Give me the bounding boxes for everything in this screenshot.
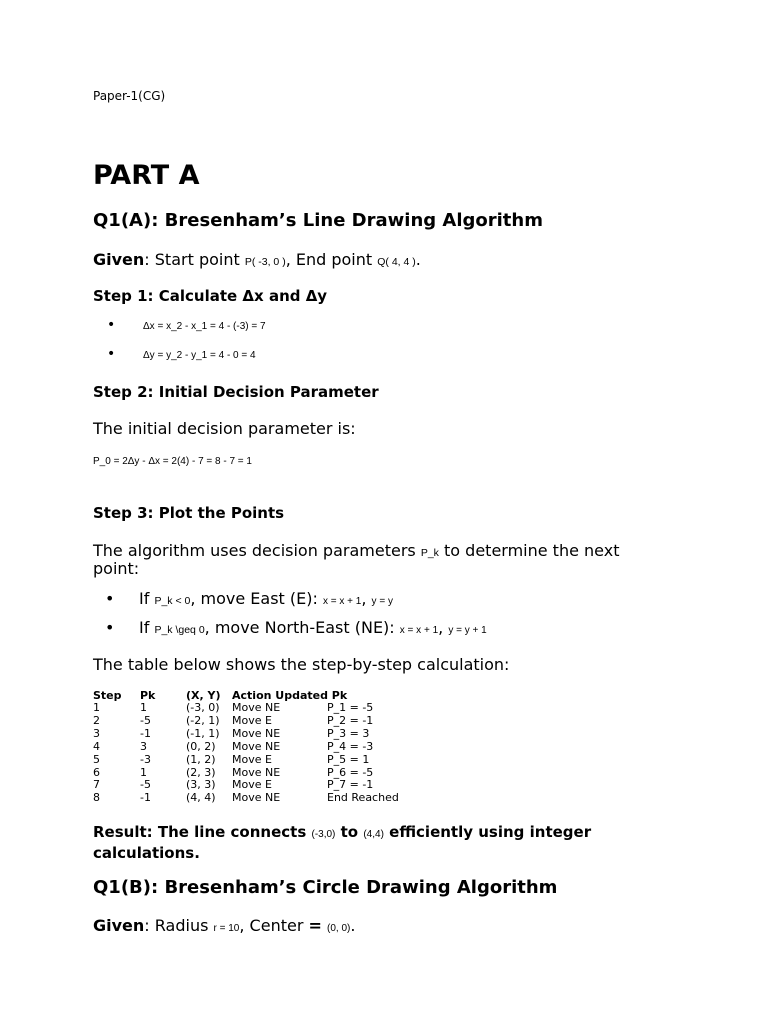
table-cell: End Reached [327, 791, 399, 805]
rule-east [139, 589, 393, 608]
col-header: Pk [140, 689, 156, 702]
table-cell: Move E [232, 778, 272, 792]
given-text: : Radius [144, 916, 209, 935]
table-row [93, 792, 399, 805]
table-cell: 1 [140, 765, 147, 779]
table-row [93, 702, 399, 715]
table-cell: (-2, 1) [186, 713, 220, 727]
table-cell: Move NE [232, 726, 281, 740]
table-cell: 2 [93, 713, 100, 727]
table-cell: (0, 2) [186, 739, 216, 753]
step3-title: Step 3: Plot the Points [93, 504, 285, 522]
q1a-title: Q1(A): Bresenham’s Line Drawing Algorithm [93, 210, 543, 231]
table-cell: 3 [93, 726, 100, 740]
rule-formula: x = x + 1 [323, 596, 362, 607]
q1b-given [93, 916, 355, 935]
table-cell: P_5 = 1 [327, 752, 370, 766]
rule-formula: y = y [371, 596, 393, 607]
table-cell: 7 [93, 778, 100, 792]
result-point: (-3,0) [311, 829, 336, 840]
table-cell: (-3, 0) [186, 701, 220, 714]
rule-condition: P_k \geq 0 [154, 624, 205, 636]
table-cell: P_7 = -1 [327, 778, 374, 792]
result-text: Result: The line connects [93, 823, 307, 841]
table-cell: P_2 = -1 [327, 713, 374, 727]
radius-value: r = 10 [213, 923, 240, 934]
given-text: , Center [239, 916, 304, 935]
table-cell: Move NE [232, 765, 281, 779]
given-text: : Start point [144, 250, 240, 269]
equals-sign: = [308, 916, 322, 935]
end-point: Q( 4, 4 ) [377, 256, 416, 268]
table-row [93, 715, 399, 728]
table-intro: The table below shows the step-by-step calculation: [93, 655, 510, 674]
step3-text-part: The algorithm uses decision parameters [93, 541, 416, 560]
given-label: Given [93, 250, 145, 269]
steps-table [93, 689, 399, 805]
table-cell: (4, 4) [186, 791, 216, 805]
rule-condition: P_k < 0 [154, 595, 191, 607]
table-cell: (3, 3) [186, 778, 216, 792]
given-label: Given [93, 916, 145, 935]
bullet-icon: • [105, 589, 115, 608]
rule-formula: x = x + 1 [399, 625, 439, 636]
table-row [93, 754, 399, 767]
table-cell: 5 [93, 752, 100, 766]
table-cell: P_3 = 3 [327, 726, 370, 740]
result-text: efficiently using integer calculations. [93, 823, 592, 862]
bullet-icon: • [107, 317, 116, 333]
q1a-given [93, 250, 421, 269]
result-point: (4,4) [363, 829, 384, 840]
step1-item: Δy = y_2 - y_1 = 4 - 0 = 4 [143, 350, 256, 361]
table-cell: Move NE [232, 739, 281, 753]
table-row [93, 728, 399, 741]
rule-separator: , [438, 618, 444, 637]
step2-title: Step 2: Initial Decision Parameter [93, 383, 379, 401]
step1-title: Step 1: Calculate Δx and Δy [93, 287, 328, 305]
step3-text-part: to determine the next [444, 541, 620, 560]
table-cell: -3 [140, 752, 151, 766]
table-cell: Move NE [232, 791, 281, 805]
table-cell: Move NE [232, 701, 281, 714]
table-cell: Move E [232, 713, 272, 727]
table-cell: (1, 2) [186, 752, 216, 766]
given-text: , End point [285, 250, 373, 269]
given-text: . [350, 916, 356, 935]
table-cell: (2, 3) [186, 765, 216, 779]
rule-if: If [139, 589, 150, 608]
rule-separator: , [361, 589, 367, 608]
part-title: PART A [93, 160, 200, 191]
step3-text [93, 541, 619, 560]
table-cell: -5 [140, 713, 151, 727]
table-cell: 6 [93, 765, 100, 779]
rule-text: , move North-East (NE): [204, 618, 395, 637]
table-cell: -1 [140, 726, 151, 740]
table-cell: P_4 = -3 [327, 739, 374, 753]
q1b-title: Q1(B): Bresenham’s Circle Drawing Algorithm [93, 877, 558, 898]
bullet-icon: • [107, 346, 116, 362]
rule-northeast [139, 618, 487, 637]
col-header: Action Updated Pk [232, 689, 348, 702]
rule-formula: y = y + 1 [448, 625, 487, 636]
step2-formula: P_0 = 2Δy - Δx = 2(4) - 7 = 8 - 7 = 1 [93, 456, 252, 467]
table-cell: -5 [140, 778, 151, 792]
given-text: . [415, 250, 421, 269]
start-point: P( -3, 0 ) [244, 256, 286, 268]
step1-item: Δx = x_2 - x_1 = 4 - (-3) = 7 [143, 321, 266, 332]
rule-if: If [139, 618, 150, 637]
table-cell: Move E [232, 752, 272, 766]
table-cell: 1 [140, 701, 147, 714]
table-cell: 1 [93, 701, 100, 714]
table-cell: 3 [140, 739, 147, 753]
table-cell: -1 [140, 791, 151, 805]
table-row [93, 741, 399, 754]
rule-text: , move East (E): [190, 589, 318, 608]
table-cell: P_1 = -5 [327, 701, 374, 714]
step2-text: The initial decision parameter is: [93, 419, 356, 438]
table-cell: 8 [93, 791, 100, 805]
col-header: Step [93, 689, 122, 702]
col-header: (X, Y) [186, 689, 221, 702]
decision-param: P_k [420, 547, 439, 559]
page-header: Paper-1(CG) [93, 89, 166, 103]
table-cell: 4 [93, 739, 100, 753]
center-value: (0, 0) [327, 923, 351, 934]
q1a-result [93, 823, 693, 862]
step3-text-cont: point: [93, 559, 140, 578]
bullet-icon: • [105, 618, 115, 637]
table-cell: P_6 = -5 [327, 765, 374, 779]
result-text: to [340, 823, 359, 841]
table-cell: (-1, 1) [186, 726, 220, 740]
